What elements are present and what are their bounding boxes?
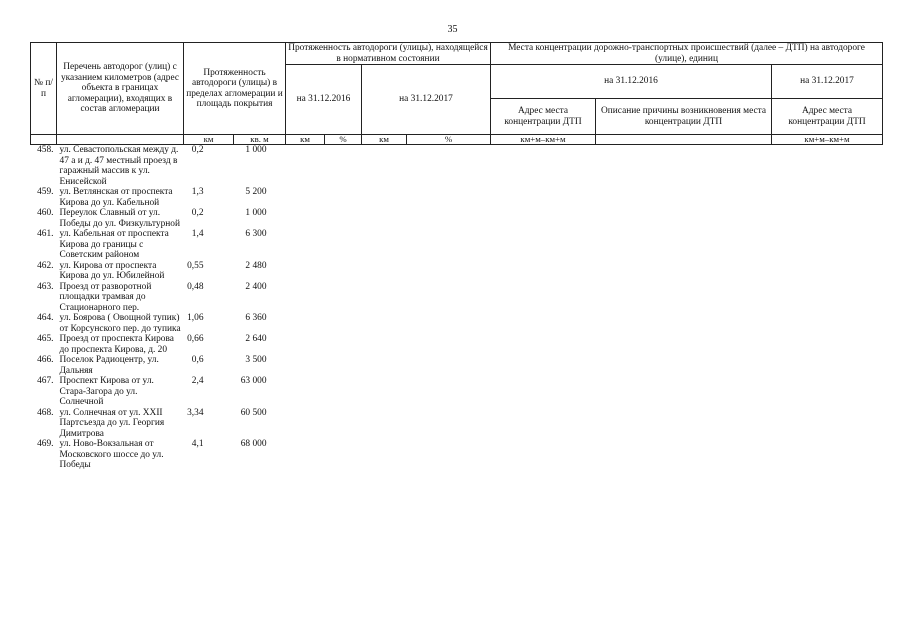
header-dtp-2016: на 31.12.2016 — [491, 65, 772, 99]
road-name: Поселок Радиоцентр, ул. Дальняя — [59, 355, 159, 376]
road-area-sqm: 3 500 — [245, 355, 267, 365]
road-name: ул. Солнечная от ул. XXII Партсъезда до ул. Георгия Димитрова — [59, 407, 165, 439]
road-length-km: 4,1 — [191, 439, 204, 449]
header-normative-2017: на 31.12.2017 — [362, 65, 491, 135]
header-length-area: Протяженность автодороги (улицы) в пределах агломерации и площадь покрытия — [184, 43, 286, 135]
road-length-km: 2,4 — [191, 376, 204, 386]
unit-sqm: кв. м — [234, 135, 286, 145]
road-length-km: 0,2 — [191, 208, 204, 218]
table-row — [31, 282, 883, 314]
road-length-km: 0,66 — [187, 334, 204, 344]
header-dtp-address-2016: Адрес места концентрации ДТП — [491, 99, 596, 135]
row-number: 458. — [37, 145, 54, 155]
row-number: 468. — [37, 407, 54, 418]
row-number: 467. — [37, 376, 54, 386]
table-row — [31, 261, 883, 282]
road-name: ул. Ветлянская от проспекта Кирова до ул. Кабельной — [59, 187, 173, 208]
table-row — [31, 334, 883, 355]
road-area-sqm: 2 480 — [245, 260, 267, 271]
road-area-sqm: 1 000 — [245, 208, 267, 218]
header-normative-2016: на 31.12.2016 — [286, 65, 362, 135]
header-dtp-reason-2016: Описание причины возникновения места концентрации ДТП — [596, 99, 772, 135]
road-length-km: 0,2 — [191, 145, 204, 155]
unit-kmm-2017: км+м–км+м — [772, 135, 883, 145]
row-number: 461. — [37, 229, 54, 239]
road-area-sqm: 6 300 — [245, 229, 267, 239]
unit-km-2016: км — [286, 135, 325, 145]
table-row — [31, 408, 883, 440]
road-area-sqm: 63 000 — [240, 376, 267, 386]
road-area-sqm: 5 200 — [245, 187, 267, 197]
road-area-sqm: 68 000 — [240, 439, 267, 449]
table-row — [31, 439, 883, 471]
road-length-km: 0,48 — [187, 281, 204, 292]
unit-pct-2016: % — [325, 135, 362, 145]
table-header — [31, 43, 883, 145]
road-name: ул. Кабельная от проспекта Кирова до границы с Советским районом — [59, 229, 169, 260]
road-length-km: 0,6 — [191, 355, 204, 365]
header-dtp-2017: на 31.12.2017 — [772, 65, 883, 99]
header-dtp-address-2017: Адрес места концентрации ДТП — [772, 99, 883, 135]
road-length-km: 1,06 — [187, 313, 204, 323]
road-length-km: 0,55 — [187, 260, 204, 271]
table-row — [31, 208, 883, 229]
road-area-sqm: 2 400 — [245, 281, 267, 292]
road-name: ул. Ново-Вокзальная от Московского шоссе до ул. Победы — [59, 439, 164, 470]
row-number: 463. — [37, 281, 54, 292]
table-body — [31, 145, 883, 471]
unit-kmm-2016: км+м–км+м — [491, 135, 596, 145]
road-area-sqm: 1 000 — [245, 145, 267, 155]
road-length-km: 1,4 — [191, 229, 204, 239]
road-name: Переулок Славный от ул. Победы до ул. Физкультурной — [59, 208, 180, 229]
header-road-list: Перечень автодорог (улиц) с указанием километров (адрес объекта в границах агломерации), входящих в состав агломерации — [57, 43, 184, 135]
road-name: Проезд от разворотной площадки трамвая до Стационарного пер. — [59, 281, 152, 313]
row-number: 469. — [37, 439, 54, 449]
road-area-sqm: 2 640 — [245, 334, 267, 344]
road-name: Проспект Кирова от ул. Стара-Загора до ул. Солнечной — [59, 376, 154, 407]
header-num: № п/п — [31, 43, 57, 135]
road-name: ул. Севастопольская между д. 47 а и д. 47 местный проезд в гаражный массив к ул. Енисейской — [59, 145, 179, 187]
table-row — [31, 376, 883, 408]
row-number: 462. — [37, 260, 54, 271]
page-number: 35 — [447, 24, 458, 35]
unit-pct-2017: % — [407, 135, 491, 145]
table-row — [31, 145, 883, 188]
road-name: Проезд от проспекта Кирова до проспекта Кирова, д. 20 — [59, 334, 174, 355]
unit-km: км — [184, 135, 234, 145]
table-row — [31, 355, 883, 376]
units-row — [31, 135, 883, 145]
road-area-sqm: 60 500 — [240, 407, 267, 418]
unit-km-2017: км — [362, 135, 407, 145]
row-number: 460. — [37, 208, 54, 218]
road-name: ул. Кирова от проспекта Кирова до ул. Юбилейной — [59, 260, 165, 281]
row-number: 466. — [37, 355, 54, 365]
table-row — [31, 229, 883, 261]
header-normative: Протяженность автодороги (улицы), находящейся в нормативном состоянии — [286, 43, 491, 65]
road-length-km: 1,3 — [191, 187, 204, 197]
row-number: 459. — [37, 187, 54, 197]
table-row — [31, 313, 883, 334]
header-dtp: Места концентрации дорожно-транспортных происшествий (далее – ДТП) на автодороге (улице), единиц — [491, 43, 883, 65]
road-name: ул. Боярова ( Овощной тупик) от Корсунского пер. до тупика — [59, 313, 181, 334]
road-area-sqm: 6 360 — [245, 313, 267, 323]
row-number: 464. — [37, 313, 54, 323]
row-number: 465. — [37, 334, 54, 344]
roads-table — [30, 42, 883, 471]
road-length-km: 3,34 — [187, 407, 204, 418]
table-row — [31, 187, 883, 208]
